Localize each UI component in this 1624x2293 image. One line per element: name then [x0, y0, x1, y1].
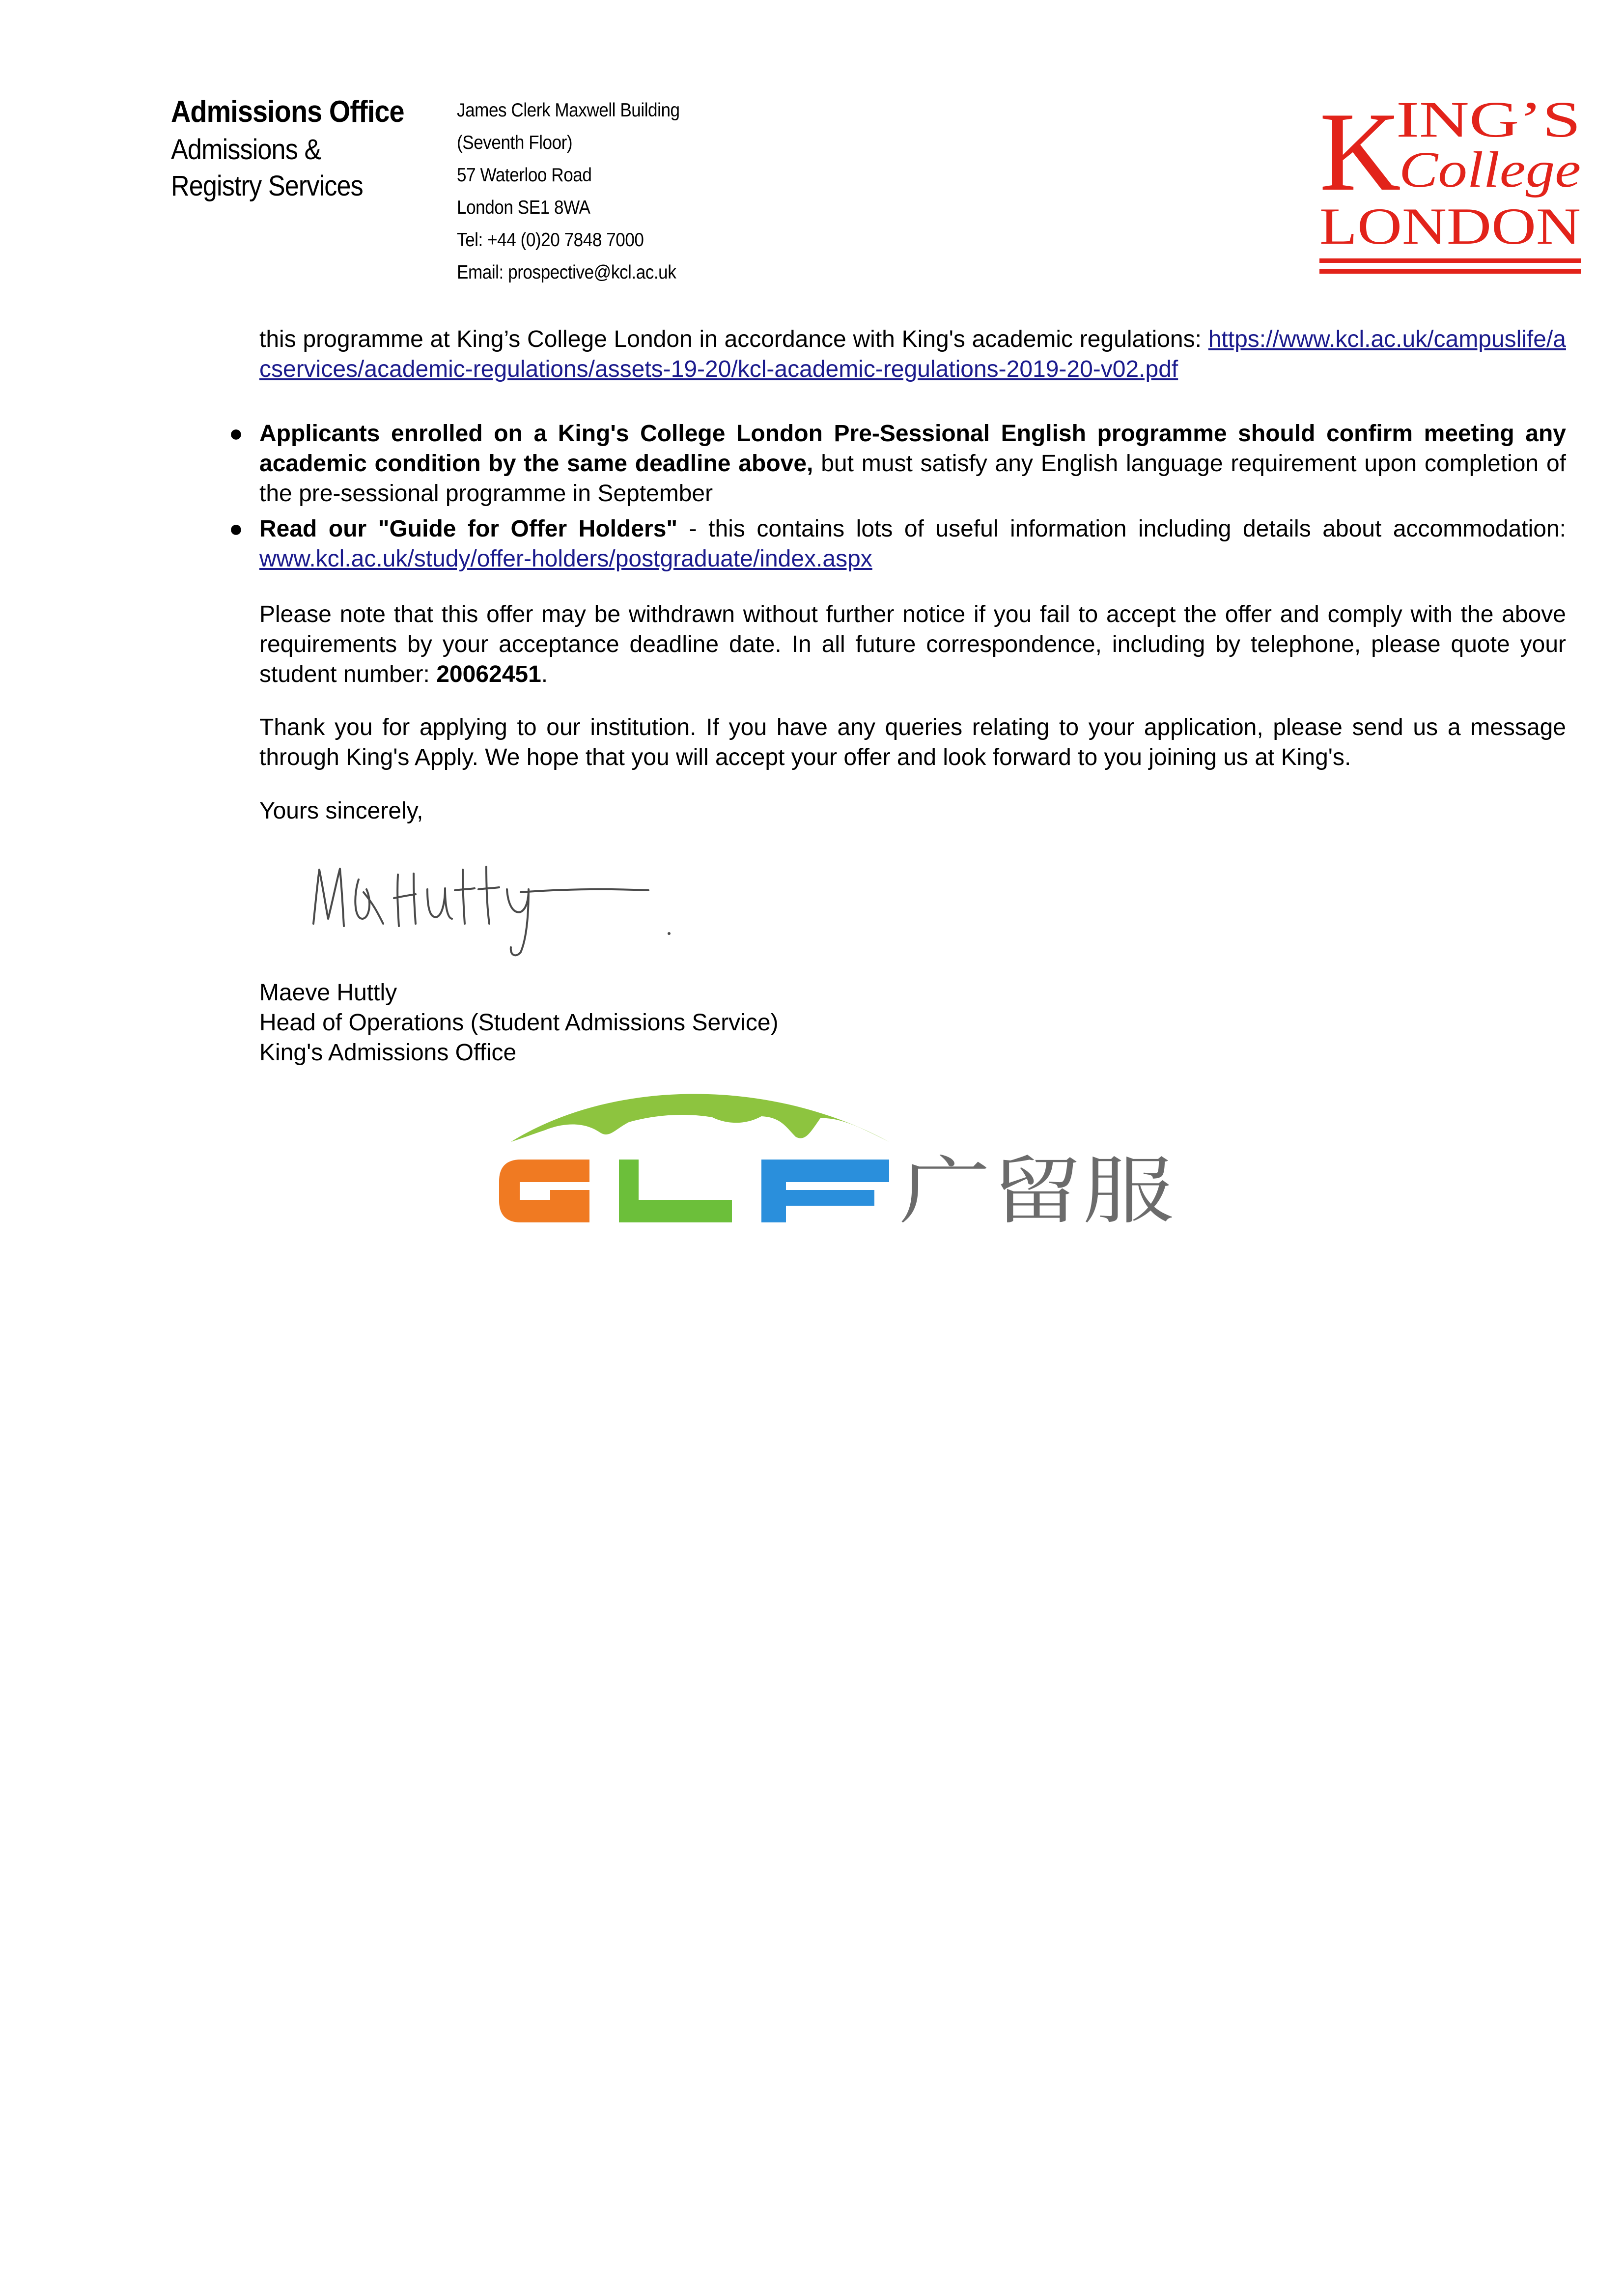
glf-letter-f [761, 1160, 889, 1222]
regulations-link[interactable]: https://www.kcl.ac.uk/campuslife/acservices/academic-regulations/assets-19-20/kcl-academic-regulations-2019-20-v02.pdf [259, 326, 1566, 382]
regulations-text: this programme at King’s College London in accordance with King's academic regulations: [259, 326, 1208, 352]
bullet-presessional [229, 419, 1567, 509]
presessional-text: but must satisfy any English language requirement upon completion of the pre-sessional programme in September [259, 451, 1567, 507]
signer-block [259, 978, 779, 1068]
address-line: (Seventh Floor) [457, 132, 573, 153]
kings-college-logo [1319, 96, 1584, 283]
signer-title: Head of Operations (Student Admissions Service) [259, 1010, 779, 1036]
glf-arc [511, 1094, 889, 1142]
offer-holders-link[interactable]: www.kcl.ac.uk/study/offer-holders/postgraduate/index.aspx [259, 546, 872, 572]
closing: Yours sincerely, [259, 798, 423, 824]
signer-office: King's Admissions Office [259, 1040, 517, 1066]
glf-letter-l [619, 1160, 732, 1222]
regulations-paragraph [259, 324, 1566, 384]
address-block [457, 94, 680, 289]
offer-guide-bold: Read our "Guide for Offer Holders" [259, 516, 678, 542]
bullet-dot-icon: ● [229, 421, 243, 447]
withdrawal-text: Please note that this offer may be withdrawn without further notice if you fail to accept the offer and comply with the above requirements by your acceptance deadline date. In all future correspondence, including by telephone, please quote your student number: [259, 601, 1566, 687]
logo-ings: ING’S [1396, 96, 1581, 148]
phone-line: Tel: +44 (0)20 7848 7000 [457, 229, 644, 251]
signature [305, 845, 698, 963]
logo-k: K [1319, 96, 1401, 214]
address-line: London SE1 8WA [457, 197, 590, 218]
withdrawal-paragraph [259, 599, 1566, 689]
bullet-dot-icon: ● [229, 516, 243, 542]
office-subtitle [171, 132, 363, 204]
logo-rule-2 [1319, 269, 1581, 274]
thanks-paragraph: Thank you for applying to our institution. If you have any queries relating to your application, please send us a message through King's Apply. We hope that you will accept your offer and look forward to you joining us at King's. [259, 714, 1566, 770]
student-number: 20062451 [436, 661, 541, 687]
offer-guide-text: - this contains lots of useful information including details about accommodation: [677, 516, 1567, 542]
signer-name: Maeve Huttly [259, 980, 397, 1006]
glf-letter-g [499, 1160, 589, 1222]
glf-chinese-text: 广留服 [899, 1149, 1174, 1234]
signature-dot [668, 932, 671, 935]
logo-london: LONDON [1319, 198, 1581, 255]
bullet-offer-guide [229, 514, 1567, 574]
office-title: Admissions Office [171, 95, 404, 129]
withdrawal-end: . [541, 661, 548, 687]
address-line: 57 Waterloo Road [457, 165, 592, 186]
presessional-bold: Applicants enrolled on a King's College London Pre-Sessional English programme should confirm meeting any academic condition by the same deadline above, [259, 421, 1566, 477]
logo-college: College [1399, 142, 1581, 198]
office-subtitle-line-2: Registry Services [171, 170, 363, 202]
address-line: James Clerk Maxwell Building [457, 100, 680, 121]
office-subtitle-line-1: Admissions & [171, 134, 321, 166]
glf-watermark-logo [467, 1088, 1184, 1235]
email-line: Email: prospective@kcl.ac.uk [457, 262, 676, 283]
logo-rule-1 [1319, 258, 1581, 263]
